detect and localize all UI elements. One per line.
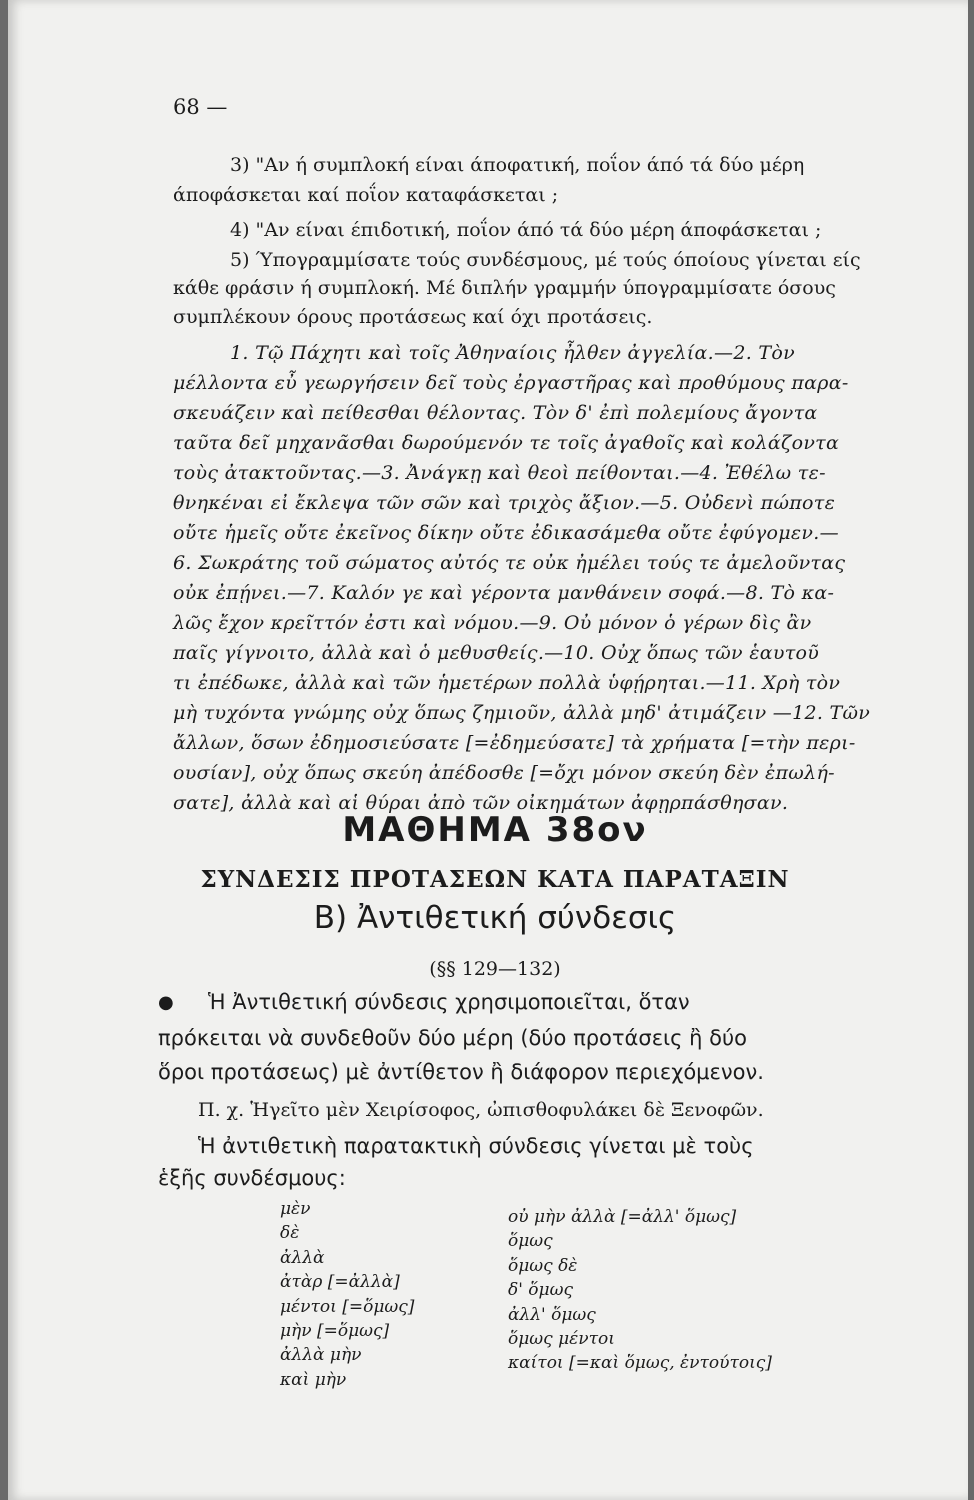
question-line: 4) "Αν είναι έπιδοτική, ποΐον άπό τά δύο μέρη άποφάσκεται ; <box>230 219 822 241</box>
conjunction-item: δὲ <box>280 1223 300 1244</box>
exercise-line: τι ἐπέδωκε, ἀλλὰ καὶ τῶν ἡμετέρων πολλὰ ὑφῄρηται.—11. Χρὴ τὸν <box>173 672 841 694</box>
rule-line: Ἡ Ἀντιθετική σύνδεσις χρησιμοποιεῖται, ὅταν <box>208 990 690 1014</box>
conjunctions-right <box>508 1205 772 1376</box>
exercise-line: μὴ τυχόντα γνώμης οὐχ ὅπως ζημιοῦν, ἀλλὰ μηδ' ἀτιμάζειν —12. Τῶν <box>173 702 871 724</box>
lesson-subtitle: ΣΥΝΔΕΣΙΣ ΠΡΟΤΑΣΕΩΝ ΚΑΤΑ ΠΑΡΑΤΑΞΙΝ <box>200 866 790 893</box>
exercise-line: σκευάζειν καὶ πείθεσθαι θέλοντας. Τὸν δ' ἐπὶ πολεμίους ἄγοντα <box>173 402 818 424</box>
conjunction-item: ἀτὰρ [=ἀλλὰ] <box>280 1272 400 1293</box>
conjunction-item: καὶ μὴν <box>280 1369 347 1390</box>
conjunction-item: ἀλλὰ <box>280 1247 325 1268</box>
exercise-line: ουσίαν], οὐχ ὅπως σκεύη ἀπέδοσθε [=ὄχι μόνον σκεύη δὲν ἐπωλή- <box>173 762 835 784</box>
rule-line: πρόκειται νὰ συνδεθοῦν δύο μέρη (δύο προτάσεις ἢ δύο <box>158 1026 747 1050</box>
conjunction-item: μὴν [=ὅμως] <box>280 1320 390 1341</box>
question-line: 5) Ύπογραμμίσατε τούς συνδέσμους, μέ τούς όποίους γίνεται είς <box>230 249 861 271</box>
section-reference: (§§ 129—132) <box>429 958 561 980</box>
section-title: Β) Ἀντιθετική σύνδεσις <box>313 900 677 936</box>
page-number: 68 — <box>173 95 228 119</box>
exercise-line: ταῦτα δεῖ μηχανᾶσθαι δωρούμενόν τε τοῖς ἀγαθοῖς καὶ κολάζοντα <box>173 432 840 454</box>
conjunction-item: μέντοι [=ὅμως] <box>280 1296 415 1317</box>
conjunction-item: ὅμως μέντοι <box>508 1328 615 1349</box>
conjunction-item: μὲν <box>280 1199 311 1219</box>
exercise-line: 6. Σωκράτης τοῦ σώματος αὐτός τε οὐκ ἠμέλει τούς τε ἀμελοῦντας <box>173 552 846 574</box>
rule2-line: Ἡ ἀντιθετικὴ παρατακτικὴ σύνδεσις γίνεται μὲ τοὺς <box>198 1134 754 1158</box>
conjunction-item: καίτοι [=καὶ ὅμως, ἐντούτοις] <box>508 1353 772 1374</box>
bullet-icon: ● <box>158 992 174 1013</box>
conjunction-item: δ' ὅμως <box>508 1280 573 1301</box>
example-line: Π. χ. Ἡγεῖτο μὲν Χειρίσοφος, ὠπισθοφυλάκει δὲ Ξενοφῶν. <box>198 1099 764 1121</box>
exercise-line: οὔτε ἡμεῖς οὔτε ἐκεῖνος δίκην οὔτε ἐδικασάμεθα οὔτε ἐφύγομεν.— <box>173 522 839 544</box>
question-line: κάθε φράσιν ή συμπλοκή. Μέ διπλήν γραμμήν ύπογραμμίσατε όσους <box>173 277 836 299</box>
question-line: άποφάσκεται καί ποΐον καταφάσκεται ; <box>173 184 559 206</box>
conjunction-item: ἀλλὰ μὴν <box>280 1345 362 1366</box>
book-page <box>8 0 968 1500</box>
exercise-line: οὐκ ἐπῄνει.—7. Καλόν γε καὶ γέροντα μανθάνειν σοφά.—8. Τὸ κα- <box>173 582 835 604</box>
lesson-title: ΜΑΘΗΜΑ 38ον <box>342 810 648 850</box>
exercise-line: 1. Τῷ Πάχητι καὶ τοῖς Ἀθηναίοις ἦλθεν ἀγγελία.—2. Τὸν <box>230 342 795 364</box>
rule2-line: ἑξῆς συνδέσμους: <box>158 1166 346 1190</box>
conjunction-item: ὅμως <box>508 1231 553 1252</box>
exercise-line: σατε], ἀλλὰ καὶ αἱ θύραι ἀπὸ τῶν οἰκημάτων ἀφῃρπάσθησαν. <box>173 792 789 814</box>
question-line: συμπλέκουν όρους προτάσεως καί όχι προτάσεις. <box>173 306 653 328</box>
conjunctions-left <box>280 1197 414 1392</box>
question-line: 3) "Αν ή συμπλοκή είναι άποφατική, ποΐον άπό τά δύο μέρη <box>230 154 805 176</box>
conjunction-item: ὅμως δὲ <box>508 1255 578 1276</box>
conjunction-item: οὐ μὴν ἀλλὰ [=ἀλλ' ὅμως] <box>508 1207 737 1227</box>
rule-line: ὅροι προτάσεως) μὲ ἀντίθετον ἢ διάφορον περιεχόμενον. <box>158 1060 764 1084</box>
exercise-line: ἄλλων, ὅσων ἐδημοσιεύσατε [=ἐδημεύσατε] τὰ χρήματα [=τὴν περι- <box>173 732 856 754</box>
exercise-line: μέλλοντα εὖ γεωργήσειν δεῖ τοὺς ἐργαστῆρας καὶ προθύμους παρα- <box>173 372 849 394</box>
exercise-line: τοὺς ἀτακτοῦντας.—3. Ἀνάγκῃ καὶ θεοὶ πείθονται.—4. Ἐθέλω τε- <box>173 462 826 484</box>
exercise-line: παῖς γίγνοιτο, ἀλλὰ καὶ ὁ μεθυσθείς.—10. Οὐχ ὅπως τῶν ἑαυτοῦ <box>173 642 820 664</box>
exercise-line: θνηκέναι εἰ ἔκλεψα τῶν σῶν καὶ τριχὸς ἄξιον.—5. Οὐδενὶ πώποτε <box>173 492 836 514</box>
conjunction-item: ἀλλ' ὅμως <box>508 1304 596 1325</box>
exercise-line: λῶς ἔχον κρεῖττόν ἐστι καὶ νόμου.—9. Οὐ μόνον ὁ γέρων δὶς ἂν <box>173 612 812 634</box>
